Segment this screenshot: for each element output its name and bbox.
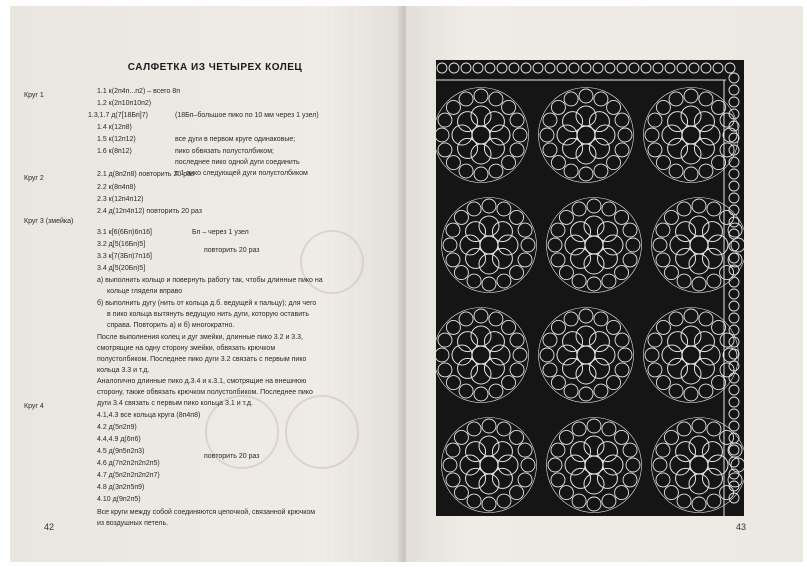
- page-number-left: 42: [44, 522, 55, 532]
- round3-text: в пико кольца вытянуть ведущую нить дуги, которую оставить: [107, 311, 310, 318]
- round3-text: Аналогично длинные пико д.3.4 и к.3.1, смотрящие на внешнюю: [97, 378, 307, 385]
- show-through-lace: [285, 395, 359, 469]
- round2-line: 2.1 д(8п2п8) повторить 20 раз: [97, 171, 195, 178]
- lace-doily-photo: [436, 60, 744, 516]
- round1-label: Круг 1: [24, 92, 44, 99]
- show-through-lace: [300, 230, 364, 294]
- round1-note: все дуги в первом круге одинаковые;: [175, 136, 296, 143]
- round4-closing: Все круги между собой соединяются цепочкой, связанной крючком: [97, 509, 316, 516]
- round1-line: 1.1 к(2п4п...п2) – всего 8п: [97, 88, 181, 95]
- lace-motif: [539, 308, 634, 403]
- lace-motif: [442, 198, 537, 293]
- round4-side-note: повторить 20 раз: [204, 453, 260, 460]
- round4-line: 4.8 д(3п2п5п9): [97, 484, 145, 491]
- round3-side-note: повторить 20 раз: [204, 247, 260, 254]
- lace-motif: [539, 88, 634, 183]
- round3-text: После выполнения колец и дуг змейки, длинные пико 3.2 и 3.3,: [97, 334, 303, 341]
- round2-line: 2.2 к(8п4п8): [97, 184, 136, 191]
- page-number-right: 43: [736, 522, 747, 532]
- lace-motif: [436, 308, 529, 403]
- lace-motif: [442, 418, 537, 513]
- round1-line: 1.3,1.7 д(7[18Бп]7): [88, 112, 148, 119]
- round2-line: 2.3 к(12п4п12): [97, 196, 144, 203]
- round3-text: смотрящие на одну сторону змейки, обвязать крючком: [97, 345, 276, 352]
- round1-note: последнее пико одной дуги соединить: [175, 159, 300, 166]
- round3-text: дуги 3.4 связать с первым пико кольца 3.1 и т.д.: [97, 400, 253, 407]
- round3-text: кольца 3.3 и т.д.: [97, 367, 150, 374]
- round1-note: с 1 пико следующей дуги полустолбиком: [175, 170, 308, 177]
- lace-border: [436, 63, 739, 516]
- round3-side-note: Бп – через 1 узел: [192, 229, 249, 236]
- lace-motif: [547, 198, 642, 293]
- round2-label: Круг 2: [24, 175, 44, 182]
- page-title: САЛФЕТКА ИЗ ЧЕТЫРЕХ КОЛЕЦ: [127, 62, 303, 73]
- round3-text: полустолбиком. Последнее пико дуги 3.2 связать с первым пико: [97, 356, 307, 363]
- round3-line: 3.3 к[7(3Бп)7п16]: [97, 253, 152, 260]
- round3-text: б) выполнить дугу (нить от кольца д.б. ведущей к пальцу); для чего: [97, 300, 317, 307]
- round1-note: пико обвязать полустолбиком;: [175, 148, 274, 155]
- round4-closing: из воздушных петель.: [97, 520, 169, 527]
- round1-line: 1.4 к(12п8): [97, 124, 132, 131]
- lace-motif: [436, 88, 529, 183]
- round4-line: 4.1,4.3 все кольца круга (8п4п8): [97, 412, 201, 419]
- round4-line: 4.4,4.9 д(6п6): [97, 436, 141, 443]
- round1-line: 1.2 к(2п10п10п2): [97, 100, 152, 107]
- round1-line: 1.5 к(12п12): [97, 136, 136, 143]
- round4-line: 4.7 д(5п2п2п2п2п7): [97, 472, 160, 479]
- round3-text: кольце глядели вправо: [107, 288, 183, 295]
- round3-line: 3.1 к[6(6Бп)6п16]: [97, 229, 152, 236]
- round4-line: 4.2 д(5п2п9): [97, 424, 137, 431]
- round2-line: 2.4 д(12п4п12) повторить 20 раз: [97, 208, 202, 215]
- round3-line: 3.2 д[5(16Бп)5]: [97, 241, 146, 248]
- round4-line: 4.5 д(9п5п2п3): [97, 448, 145, 455]
- round1-line: 1.6 к(8п12): [97, 148, 132, 155]
- round4-label: Круг 4: [24, 403, 44, 410]
- round3-line: 3.4 д[5(20Бп)5]: [97, 265, 146, 272]
- round3-label: Круг 3 (змейка): [24, 218, 74, 225]
- lace-motif: [547, 418, 642, 513]
- round3-text: а) выполнить кольцо и повернуть работу так, чтобы длинные пико на: [97, 277, 323, 284]
- round1-note: (18Бп–большое пико по 10 мм через 1 узел): [175, 112, 319, 119]
- round3-text: справа. Повторить а) и б) многократно.: [107, 322, 235, 329]
- lace-pattern: [436, 60, 744, 516]
- round4-line: 4.6 д(7п2п2п2п2п5): [97, 460, 160, 467]
- round3-text: сторону, также обвязать крючком полустолбиком. Последнее пико: [97, 389, 313, 396]
- round4-line: 4.10 д(9п2п5): [97, 496, 141, 503]
